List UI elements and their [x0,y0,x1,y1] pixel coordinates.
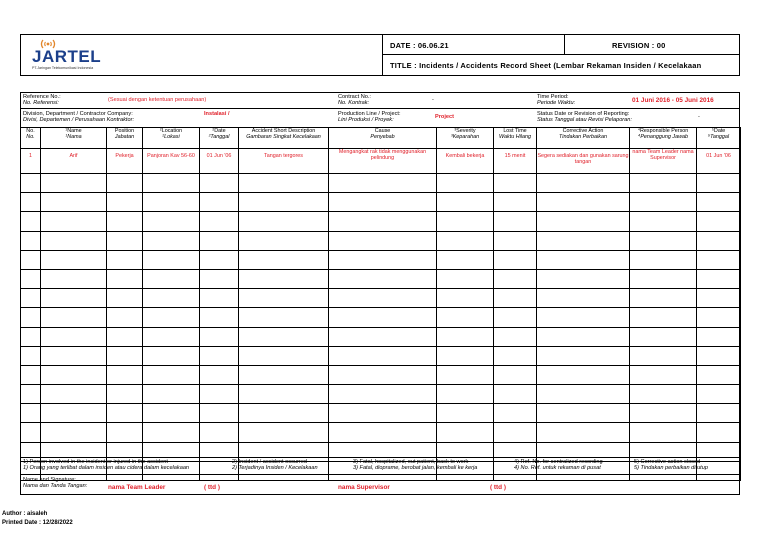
table-cell-empty [329,423,437,442]
table-cell-empty [21,212,41,231]
table-cell-empty [329,289,437,308]
table-row-empty [21,193,741,212]
incident-table [20,127,741,481]
col-closed-date: ⁵Date ⁵Tanggal [697,128,741,149]
company-logo [32,38,112,74]
table-cell-empty [494,250,537,269]
table-cell-empty [437,404,494,423]
table-cell-empty [107,365,143,384]
table-cell-empty [697,174,741,193]
table-cell-empty [107,193,143,212]
table-cell-empty [143,327,200,346]
table-cell-empty [200,308,239,327]
col-corrective: Corrective Action Tindakan Perbaikan [537,128,630,149]
table-cell-empty [630,174,697,193]
table-row-empty [21,404,741,423]
table-cell-empty [630,231,697,250]
table-cell-empty [143,404,200,423]
table-cell-empty [494,174,537,193]
table-cell-empty [329,269,437,288]
table-cell-empty [239,250,329,269]
logo-company: PT.Jaringan Telekomunikasi Indonesia [32,66,94,70]
table-cell-empty [107,346,143,365]
col-description: Accident Short Description Gambaran Singkat Kecelakaan [239,128,329,149]
cell-lost-time: 15 menit [494,149,537,174]
table-cell-empty [200,327,239,346]
header-divider-v [382,34,383,76]
col-cause: Cause Penyebab [329,128,437,149]
table-cell-empty [437,289,494,308]
table-cell-empty [239,404,329,423]
signature-label: Name and Signature: Nama dan Tanda Tangan: [23,477,88,490]
table-cell-empty [697,365,741,384]
table-cell-empty [200,174,239,193]
table-cell-empty [200,423,239,442]
table-cell-empty [200,269,239,288]
table-row-empty [21,212,741,231]
table-cell-empty [41,174,107,193]
cell-corrective: Segera sediakan dan gunakan sarung tangan [537,149,630,174]
table-row-empty [21,327,741,346]
table-cell-empty [329,250,437,269]
table-cell-empty [437,250,494,269]
table-cell-empty [494,289,537,308]
division-value: Instalasi / [204,111,230,117]
table-cell-empty [697,289,741,308]
table-cell-empty [494,365,537,384]
table-cell-empty [41,193,107,212]
table-cell-empty [21,385,41,404]
table-cell-empty [41,250,107,269]
table-cell-empty [697,250,741,269]
table-cell-empty [107,269,143,288]
division-label: Division, Department / Contractor Company: Divisi, Departemen / Perusahaan Kontraktor: [23,111,134,124]
table-cell-empty [239,346,329,365]
col-name: ¹Name ¹Nama [41,128,107,149]
table-cell-empty [143,250,200,269]
table-row-empty [21,289,741,308]
table-cell-empty [537,365,630,384]
status-label: Status Date or Revision of Reporting: Status Tanggal atau Revisi Pelaporan: [537,111,632,124]
table-cell-empty [537,193,630,212]
cell-description: Tangan tergores [239,149,329,174]
table-cell-empty [200,346,239,365]
production-label: Production Line / Project: Lini Produksi / Proyek: [338,111,401,124]
table-cell-empty [21,289,41,308]
table-row-empty [21,231,741,250]
table-cell-empty [143,193,200,212]
table-cell-empty [494,212,537,231]
table-cell-empty [239,269,329,288]
table-cell-empty [200,212,239,231]
table-cell-empty [21,193,41,212]
table-cell-empty [41,404,107,423]
table-cell-empty [41,423,107,442]
table-cell-empty [200,365,239,384]
header-divider-h [382,54,740,55]
table-cell-empty [21,423,41,442]
table-cell-empty [41,385,107,404]
reference-label: Reference No.: No. Referensi: [23,94,61,107]
table-cell-empty [494,385,537,404]
table-cell-empty [437,346,494,365]
table-cell-empty [494,269,537,288]
footnote-1: 1) Person involved in the incident or injured in the accident 1) Orang yang terlibat dalam insiden atau cidera dalam kecelakaan [23,459,190,472]
table-cell-empty [143,212,200,231]
table-cell-empty [437,231,494,250]
table-cell-empty [41,212,107,231]
footer-author: Author : aisaleh [2,511,48,517]
time-period-value: 01 Juni 2016 - 05 Juni 2016 [632,97,714,104]
table-cell-empty [107,212,143,231]
table-cell-empty [630,327,697,346]
table-cell-empty [494,308,537,327]
table-cell-empty [537,385,630,404]
table-cell-empty [697,231,741,250]
table-cell-empty [437,269,494,288]
table-cell-empty [329,385,437,404]
table-cell-empty [537,250,630,269]
table-cell-empty [630,308,697,327]
production-value: Project [435,114,454,120]
table-cell-empty [143,346,200,365]
table-cell-empty [329,365,437,384]
table-cell-empty [41,289,107,308]
table-cell-empty [143,289,200,308]
table-cell-empty [239,212,329,231]
table-cell-empty [107,308,143,327]
footer-printed-date: Printed Date : 12/28/2022 [2,520,73,526]
table-cell-empty [630,423,697,442]
table-cell-empty [200,289,239,308]
table-cell-empty [437,174,494,193]
table-cell-empty [630,346,697,365]
table-cell-empty [107,404,143,423]
table-cell-empty [630,269,697,288]
cell-closed-date: 01 Jun '06 [697,149,741,174]
table-row-empty [21,269,741,288]
table-cell-empty [697,346,741,365]
table-cell-empty [329,327,437,346]
table-cell-empty [697,385,741,404]
cell-responsible: nama Team Leader nama Supervisor [630,149,697,174]
footnote-2: 2) Incident / accident occurred 2) Terjadinya Insiden / Kecelakaan [232,459,318,472]
table-cell-empty [21,404,41,423]
header-revision: REVISION : 00 [612,41,666,50]
table-cell-empty [697,404,741,423]
table-cell-empty [697,212,741,231]
cell-no: 1 [21,149,41,174]
footnote-4: 4) Ref. No. for centralized recording 4) No. Ref. untuk rekaman di pusat [514,459,603,472]
table-cell-empty [239,231,329,250]
table-header-row [21,128,741,149]
table-cell-empty [41,327,107,346]
table-cell-empty [537,174,630,193]
table-cell-empty [21,250,41,269]
table-cell-empty [537,327,630,346]
col-lost-time: Lost Time Waktu Hilang [494,128,537,149]
table-cell-empty [239,174,329,193]
table-cell-empty [41,231,107,250]
table-cell-empty [107,250,143,269]
table-cell-empty [239,308,329,327]
table-cell-empty [41,365,107,384]
table-cell-empty [239,385,329,404]
table-cell-empty [143,231,200,250]
table-cell-empty [329,231,437,250]
table-cell-empty [494,404,537,423]
table-cell-empty [107,231,143,250]
table-cell-empty [494,423,537,442]
table-cell-empty [41,308,107,327]
info-divider [20,108,740,109]
status-value: - [698,114,700,120]
cell-cause: Mengangkat rak tidak menggunakan pelindung [329,149,437,174]
footnote-3: 3) Fatal, hospitalized, out patient, back to work 3) Fatal, dioprame, berobat jalan, kembali ke kerja [353,459,478,472]
table-cell-empty [697,423,741,442]
table-cell-empty [41,346,107,365]
col-no: No. No. [21,128,41,149]
time-period-label: Time Period: Periode Waktu: [537,94,576,107]
table-cell-empty [200,404,239,423]
table-cell-empty [107,289,143,308]
table-cell-empty [630,250,697,269]
table-cell-empty [697,327,741,346]
table-row-empty [21,385,741,404]
col-severity: ³Severity ³Keparahan [437,128,494,149]
table-cell-empty [21,231,41,250]
header-title: TITLE : Incidents / Accidents Record Sheet (Lembar Rekaman Insiden / Kecelakaan [390,61,702,70]
table-cell-empty [239,193,329,212]
table-row-empty [21,250,741,269]
table-cell-empty [21,346,41,365]
table-cell-empty [143,385,200,404]
table-cell-empty [537,212,630,231]
contract-value: - [432,97,434,103]
signature-ttd-2: ( ttd ) [490,484,506,491]
table-cell-empty [107,423,143,442]
table-cell-empty [437,423,494,442]
table-cell-empty [329,404,437,423]
col-location: ²Location ²Lokasi [143,128,200,149]
table-cell-empty [537,404,630,423]
table-cell-empty [200,250,239,269]
cell-name: Arif [41,149,107,174]
table-cell-empty [143,365,200,384]
table-cell-empty [537,231,630,250]
table-cell-empty [630,404,697,423]
table-cell-empty [239,327,329,346]
table-cell-empty [107,327,143,346]
table-cell-empty [239,365,329,384]
signature-ttd-1: ( ttd ) [204,484,220,491]
table-cell-empty [437,327,494,346]
table-cell-empty [200,193,239,212]
table-cell-empty [630,365,697,384]
table-cell-empty [537,289,630,308]
table-cell-empty [537,269,630,288]
table-cell-empty [107,174,143,193]
table-cell-empty [329,174,437,193]
contract-label: Contract No.: No. Kontrak: [338,94,371,107]
table-cell-empty [494,193,537,212]
table-cell-empty [239,423,329,442]
table-cell-empty [697,308,741,327]
table-cell-empty [21,174,41,193]
col-responsible: ⁴Responsible Person ⁴Penanggung Jawab [630,128,697,149]
cell-location: Panjoran Kav 56-60 [143,149,200,174]
table-row-empty [21,423,741,442]
table-cell-empty [437,365,494,384]
table-cell-empty [630,193,697,212]
table-cell-empty [437,385,494,404]
table-cell-empty [697,193,741,212]
logo-brand: JARTEL [32,47,102,66]
table-row-empty [21,308,741,327]
table-cell-empty [41,269,107,288]
table-cell-empty [143,269,200,288]
table-cell-empty [537,308,630,327]
table-cell-empty [329,193,437,212]
table-cell-empty [239,289,329,308]
header-divider-v2 [564,34,565,54]
table-cell-empty [697,269,741,288]
table-cell-empty [143,423,200,442]
col-date: ²Date ²Tanggal [200,128,239,149]
table-cell-empty [630,385,697,404]
footnote-divider [20,457,740,458]
table-cell-empty [537,423,630,442]
table-cell-empty [21,269,41,288]
signature-divider [20,474,740,475]
table-cell-empty [21,365,41,384]
table-cell-empty [494,346,537,365]
table-cell-empty [21,308,41,327]
table-cell-empty [494,327,537,346]
table-cell-empty [537,346,630,365]
table-cell-empty [494,231,537,250]
cell-severity: Kembali bekerja [437,149,494,174]
table-cell-empty [143,308,200,327]
table-row [21,149,741,174]
table-row-empty [21,174,741,193]
table-cell-empty [437,212,494,231]
table-cell-empty [329,308,437,327]
table-cell-empty [329,346,437,365]
reference-value: (Sesuai dengan ketentuan perusahaan) [108,97,207,103]
table-row-empty [21,365,741,384]
signature-name-2: nama Supervisor [338,484,390,491]
signature-name-1: nama Team Leader [108,484,166,491]
header-date: DATE : 06.06.21 [390,41,449,50]
table-cell-empty [200,385,239,404]
table-cell-empty [329,212,437,231]
table-cell-empty [437,308,494,327]
table-cell-empty [21,327,41,346]
table-cell-empty [107,385,143,404]
cell-date: 01 Jun '06 [200,149,239,174]
table-cell-empty [143,174,200,193]
table-cell-empty [630,212,697,231]
table-cell-empty [437,193,494,212]
footnote-5: 5) Corrective action closed 5) Tindakan perbaikan ditutup [634,459,708,472]
table-row-empty [21,346,741,365]
cell-position: Pekerja [107,149,143,174]
col-position: Position Jabatan [107,128,143,149]
table-cell-empty [630,289,697,308]
table-cell-empty [200,231,239,250]
